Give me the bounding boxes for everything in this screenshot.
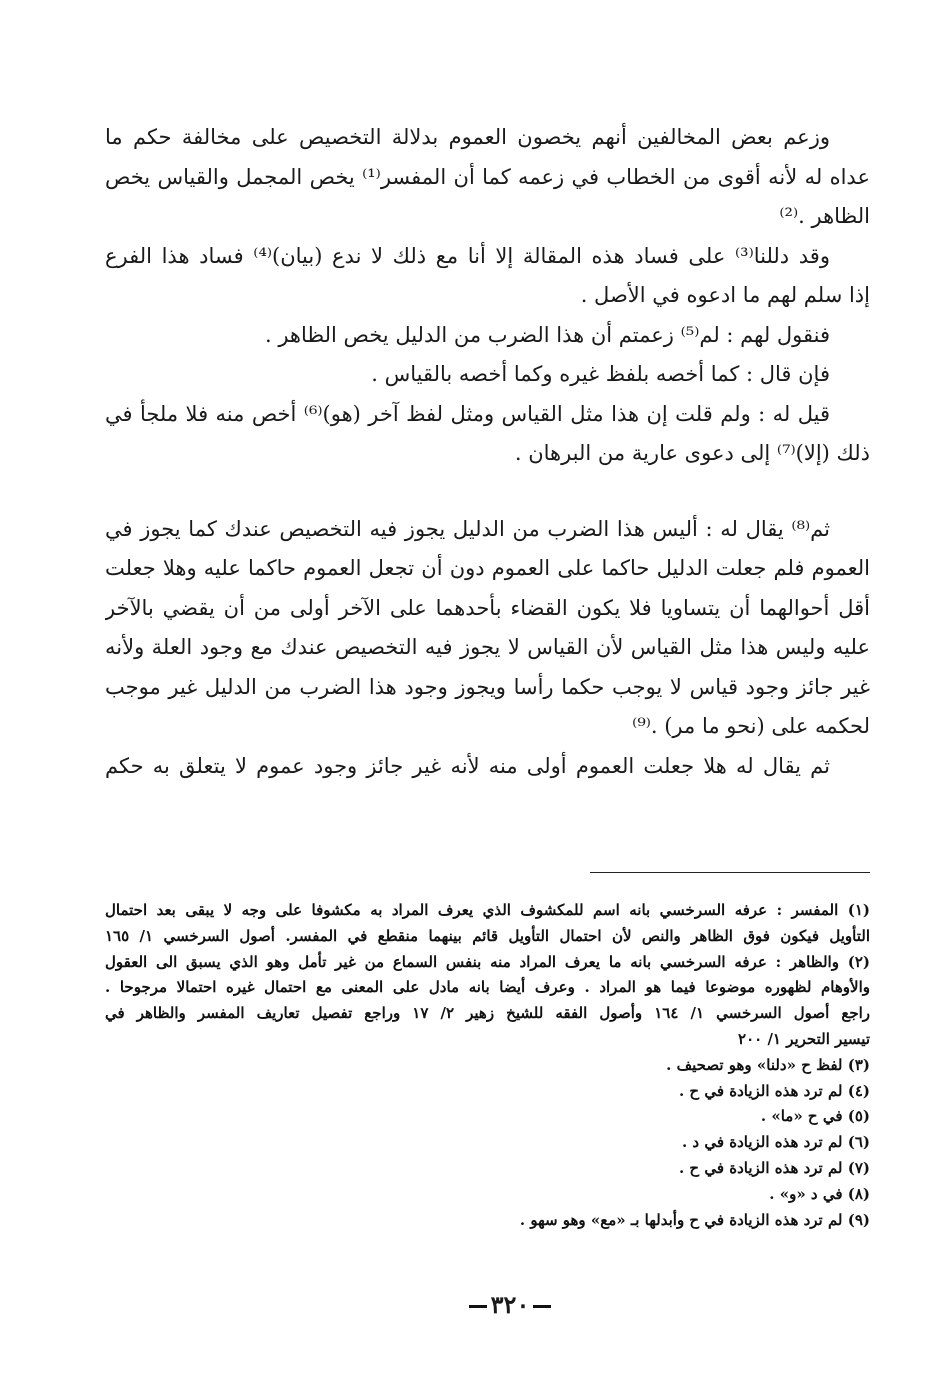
text-line: الظاهر .⁽²⁾ — [779, 204, 870, 228]
text-line: عداه له لأنه أقوى من الخطاب في زعمه كما أن المفسر⁽¹⁾ يخص المجمل والقياس يخص — [105, 164, 870, 189]
text-line: وقد دللنا⁽³⁾ على فساد هذه المقالة إلا أنا مع ذلك لا ندع (بيان)⁽⁴⁾ فساد هذا الفرع — [105, 243, 830, 268]
footnote-line: (٩) لم ترد هذه الزيادة في ح وأبدلها بـ «مع» وهو سهو . — [519, 1210, 870, 1229]
footnote-line: (٦) لم ترد هذه الزيادة في د . — [681, 1133, 870, 1152]
footnotes — [105, 898, 870, 1233]
footnote-line: والأوهام لظهوره موضوعا فيما هو المراد . وعرف أيضا بانه مادل على المعنى مع احتمال غيره احتمالا مرجوحا . — [105, 978, 870, 997]
text-line: العموم فلم جعلت الدليل حاكما على العموم دون أن تجعل العموم حاكما عليه وهلا جعلت — [105, 556, 870, 580]
footnote-line: (٧) لم ترد هذه الزيادة في ح . — [678, 1158, 870, 1177]
page-number-text: ٣٢٠ — [490, 1290, 530, 1319]
text-line: وزعم بعض المخالفين أنهم يخصون العموم بدلالة التخصيص على مخالفة حكم ما — [105, 125, 830, 149]
text-line: فنقول لهم : لم⁽⁵⁾ زعمتم أن هذا الضرب من الدليل يخص الظاهر . — [264, 322, 830, 347]
text-line: غير جائز وجود قياس لا يوجب حكما رأسا ويجوز وجود هذا الضرب من الدليل غير موجب — [105, 674, 870, 699]
footnote-line: (٢) والظاهر : عرفه السرخسي بانه ما يعرف المراد منه بنفس السماع من غير تأمل وهو الذي يسبق الى العقول — [105, 952, 870, 971]
text-line: ثم⁽⁸⁾ يقال له : أليس هذا الضرب من الدليل يجوز فيه التخصيص عندك كما يجوز في — [105, 516, 830, 541]
footnote-line: (٥) في ح «ما» . — [760, 1107, 870, 1126]
paragraph-gap — [105, 474, 870, 510]
text-line: ثم يقال له هلا جعلت العموم أولى منه لأنه غير جائز وجود عموم لا يتعلق به حكم — [105, 753, 830, 778]
page-number — [440, 1290, 580, 1319]
text-line: أقل أحوالهما أن يتساويا فلا يكون القضاء بأحدهما على الآخر أولى من أن يقضي بالآخر — [105, 595, 870, 620]
footnote-line: التأويل فيكون فوق الظاهر والنص لأن احتمال التأويل قائم بينهما منقطع في المفسر. أصول السرخسي ١/ ١٦٥ — [105, 926, 870, 945]
text-line: عليه وليس هذا مثل القياس لأن القياس لا يجوز فيه التخصيص عندك مع وجود العلة ولأنه — [105, 635, 870, 659]
text-line: إذا سلم لهم ما ادعوه في الأصل . — [580, 283, 870, 307]
footnote-line: تيسير التحرير ١/ ٢٠٠ — [738, 1029, 870, 1048]
text-line: لحكمه على (نحو ما مر) .⁽⁹⁾ — [632, 714, 870, 738]
footnote-separator — [590, 872, 870, 873]
footnote-line: (٨) في د «و» . — [769, 1184, 870, 1203]
footnote-line: راجع أصول السرخسي ١/ ١٦٤ وأصول الفقه للشيخ زهير ٢/ ١٧ وراجع تفصيل تعاريف المفسر والظاهر في — [105, 1004, 870, 1023]
main-text — [105, 118, 870, 786]
footnote-line: (١) المفسر : عرفه السرخسي بانه اسم للمكشوف الذي يعرف المراد به مكشوفا على وجه لا يبقى بعد احتمال — [105, 901, 870, 919]
text-line: فإن قال : كما أخصه بلفظ غيره وكما أخصه بالقياس . — [371, 362, 830, 386]
text-line: قيل له : ولم قلت إن هذا مثل القياس ومثل لفظ آخر (هو)⁽⁶⁾ أخص منه فلا ملجأ في — [105, 401, 830, 426]
text-line: ذلك (إلا)⁽⁷⁾ إلى دعوى عارية من البرهان . — [514, 441, 870, 465]
footnote-line: (٤) لم ترد هذه الزيادة في ح . — [678, 1081, 870, 1100]
footnote-line: (٣) لفظ ح «دلنا» وهو تصحيف . — [666, 1055, 870, 1074]
